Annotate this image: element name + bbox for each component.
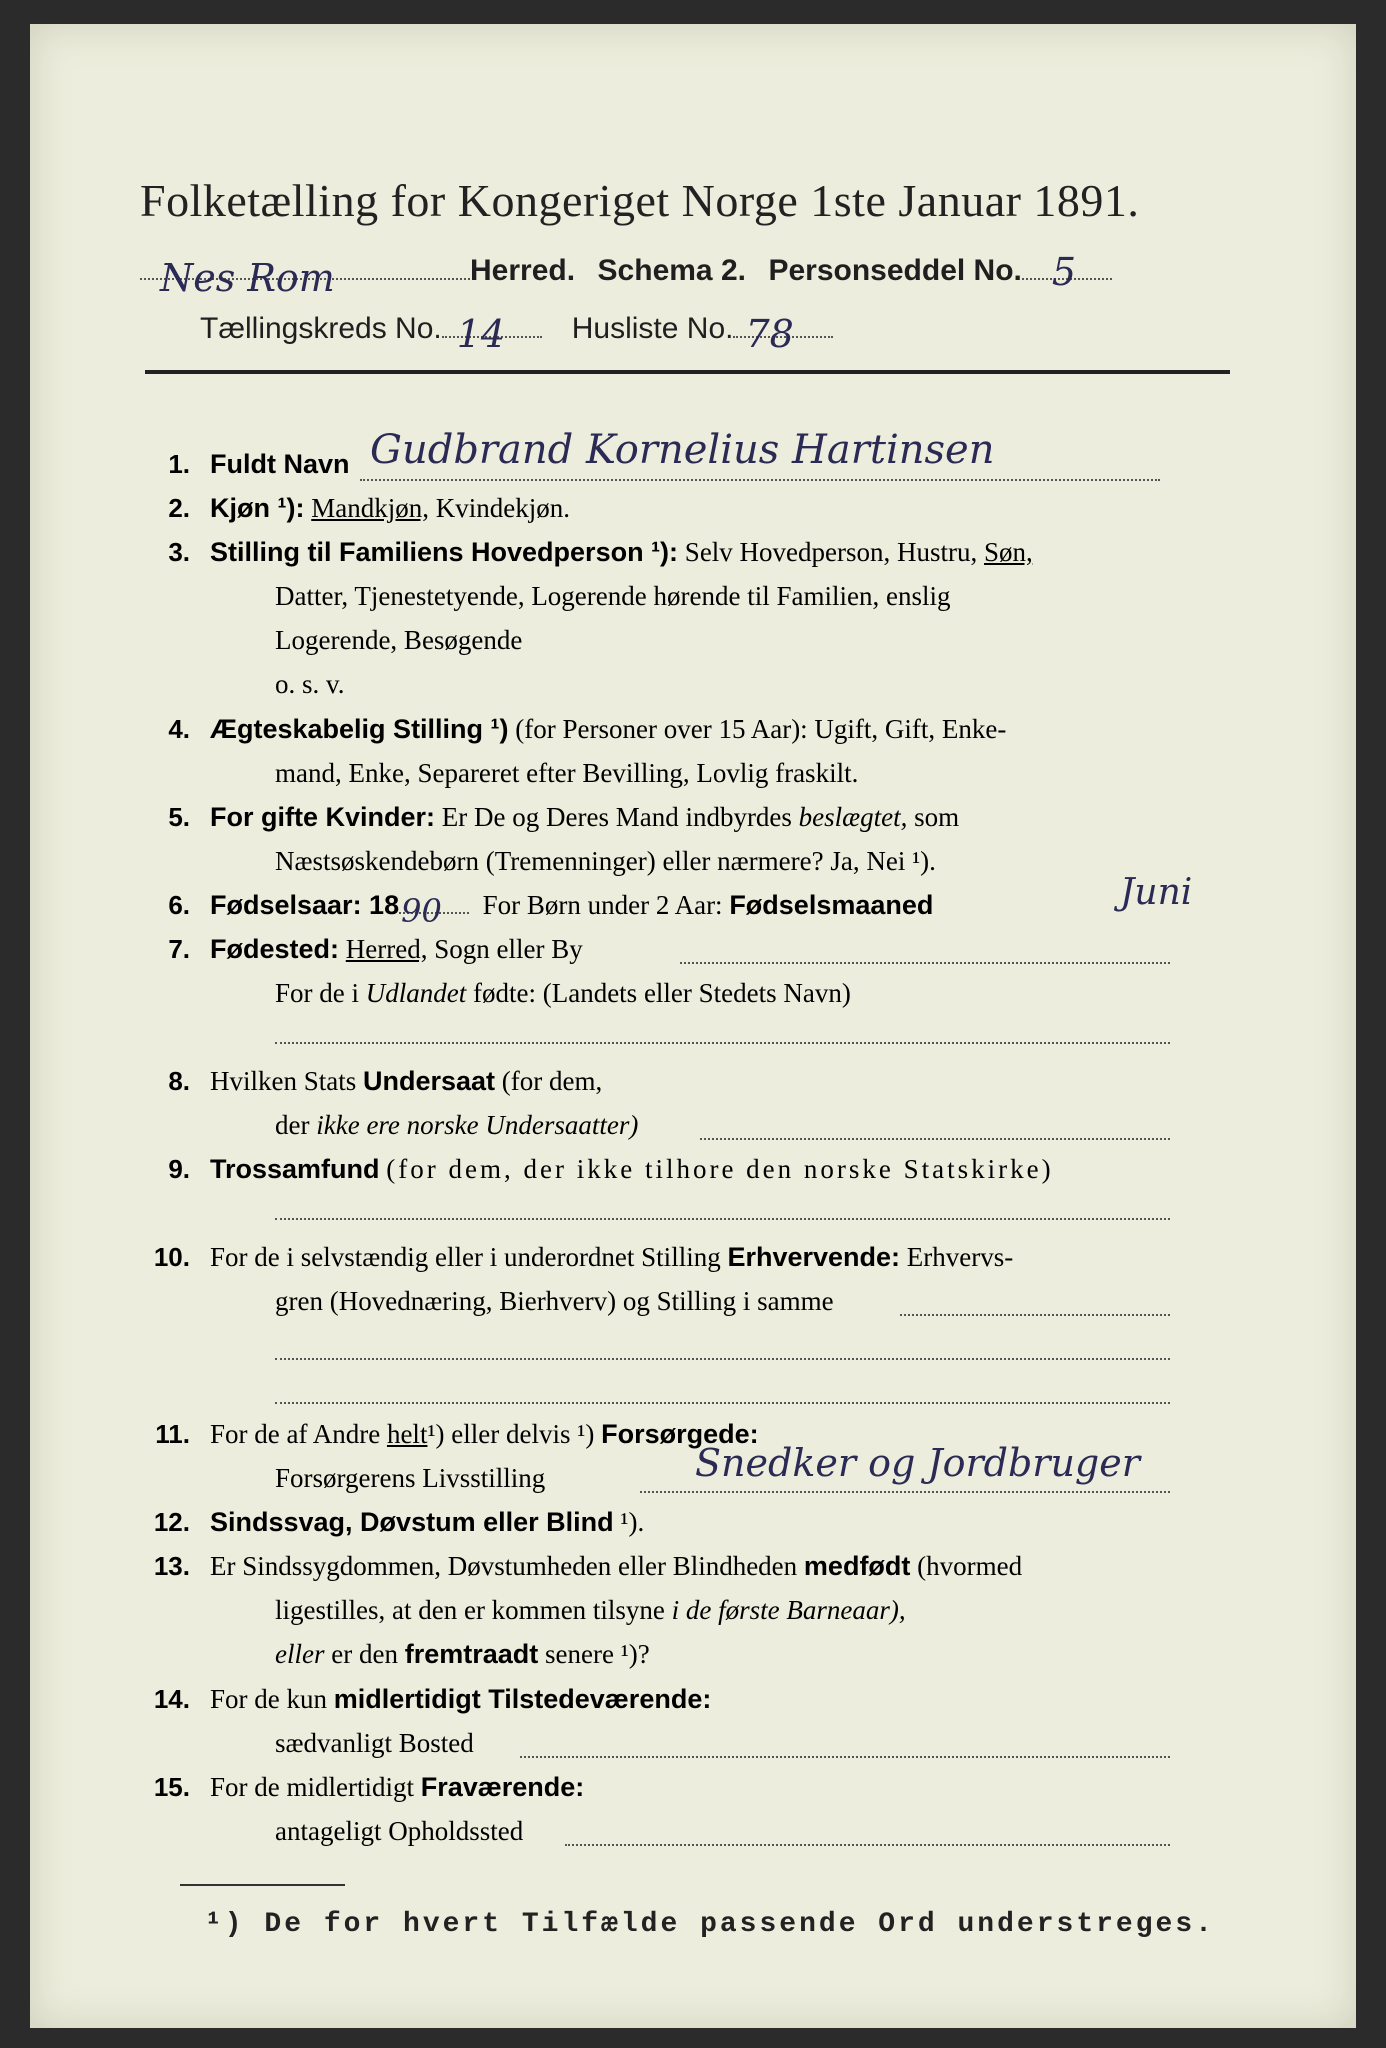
item-text: gren (Hovednæring, Bierhverv) og Stilling i samme: [275, 1286, 834, 1316]
header-row-2: [200, 312, 833, 356]
husliste-label: Husliste No.: [571, 312, 734, 345]
item-text: For de i selvstændig eller i underordnet Stilling Erhvervende: Erhvervs-: [210, 1242, 1014, 1272]
item-number: 14.: [153, 1684, 190, 1714]
item-number: 2.: [168, 493, 190, 523]
item-text: Stilling til Familiens Hovedperson ¹): Selv Hovedperson, Hustru, Søn,: [210, 537, 1033, 567]
occupation-field: [900, 1314, 1170, 1316]
header-row-1: [140, 250, 1112, 300]
item-text: eller er den fremtraadt senere ¹)?: [275, 1639, 650, 1669]
item-text: sædvanligt Bosted: [275, 1728, 474, 1758]
item-text: ligestilles, at den er kommen tilsyne i de første Barneaar),: [275, 1595, 906, 1625]
item-text: Fødested: Herred, Sogn eller By: [210, 934, 583, 964]
item-text: Næstsøskendebørn (Tremenninger) eller nærmere? Ja, Nei ¹).: [275, 846, 936, 876]
schema-label: Schema 2.: [597, 254, 746, 287]
item-text: Logerende, Besøgende: [275, 625, 523, 655]
item-number: 6.: [168, 890, 190, 920]
item-number: 3.: [168, 537, 190, 567]
item-text: Trossamfund (for dem, der ikke tilhore den norske Statskirke): [210, 1154, 1054, 1184]
item-text: Ægteskabelig Stilling ¹) (for Personer over 15 Aar): Ugift, Gift, Enke-: [210, 714, 1007, 744]
item-number: 1.: [168, 449, 190, 479]
item-text: For de i Udlandet fødte: (Landets eller Stedets Navn): [275, 978, 851, 1008]
item-text: mand, Enke, Separeret efter Bevilling, Lovlig fraskilt.: [275, 758, 859, 788]
item-text: o. s. v.: [275, 669, 345, 699]
item-text: Kjøn ¹): Mandkjøn, Kvindekjøn.: [210, 493, 570, 523]
birth-month-value: Juni: [1120, 872, 1193, 913]
item-number: 9.: [168, 1154, 190, 1184]
personseddel-value: 5: [1051, 250, 1077, 294]
census-form-page: [30, 24, 1356, 2028]
item-text: antageligt Opholdssted: [275, 1816, 524, 1846]
footnote-rule: [180, 1884, 345, 1886]
item-number: 10.: [153, 1242, 190, 1272]
item-text: For de kun midlertidigt Tilstedeværende:: [210, 1684, 712, 1714]
footnote: ¹) De for hvert Tilfælde passende Ord understreges.: [205, 1909, 1215, 1940]
personseddel-field: [1022, 250, 1112, 294]
item-number: 15.: [153, 1772, 190, 1802]
usual-residence-field: [520, 1756, 1170, 1758]
probable-residence-field: [565, 1844, 1170, 1846]
provider-occupation-value: Snedker og Jordbruger: [695, 1441, 1140, 1485]
provider-field: [640, 1491, 1170, 1493]
item-text: For de midlertidigt Fraværende:: [210, 1772, 585, 1802]
item-number: 11.: [155, 1419, 190, 1449]
herred-label: Herred.: [470, 254, 576, 287]
husliste-value: 78: [745, 312, 794, 356]
form-title: Folketælling for Kongeriget Norge 1ste Januar 1891.: [140, 175, 1140, 226]
item-number: 7.: [168, 934, 190, 964]
citizenship-field: [700, 1138, 1170, 1140]
personseddel-label: Personseddel No.: [768, 254, 1022, 287]
item-number: 5.: [168, 802, 190, 832]
header-divider: [145, 370, 1230, 374]
herred-field: [140, 256, 470, 300]
kreds-label: Tællingskreds No.: [200, 312, 442, 345]
item-number: 12.: [153, 1507, 190, 1537]
birthplace-field: [680, 962, 1170, 964]
foreign-birthplace-field: [275, 1042, 1170, 1044]
item-number: 8.: [168, 1066, 190, 1096]
occupation-field-3: [275, 1402, 1170, 1404]
kreds-field: [442, 312, 542, 356]
item-text: Forsørgerens Livsstilling: [275, 1463, 546, 1493]
kreds-value: 14: [456, 312, 506, 356]
occupation-field-2: [275, 1358, 1170, 1360]
name-value: Gudbrand Kornelius Hartinsen: [370, 427, 995, 473]
husliste-field: [733, 312, 833, 356]
item-text: Sindssvag, Døvstum eller Blind ¹).: [210, 1507, 645, 1537]
item-text: For gifte Kvinder: Er De og Deres Mand indbyrdes beslægtet, som: [210, 802, 960, 832]
item-number: 13.: [153, 1551, 190, 1581]
item-text: Datter, Tjenestetyende, Logerende hørende til Familien, enslig: [275, 581, 951, 611]
item-text: Fødselsaar: 18 90 For Børn under 2 Aar: Fødselsmaaned: [210, 890, 934, 930]
item-text: der ikke ere norske Undersaatter): [275, 1110, 639, 1140]
religion-field: [275, 1218, 1170, 1220]
item-label: Fuldt Navn: [210, 449, 350, 479]
item-number: 4.: [168, 714, 190, 744]
herred-value: Nes Rom: [160, 256, 335, 300]
name-field: [360, 479, 1160, 481]
item-text: For de af Andre helt¹) eller delvis ¹) Forsørgede:: [210, 1419, 759, 1449]
item-text: Er Sindssygdommen, Døvstumheden eller Blindheden medfødt (hvormed: [210, 1551, 1023, 1581]
item-text: Hvilken Stats Undersaat (for dem,: [210, 1066, 603, 1096]
